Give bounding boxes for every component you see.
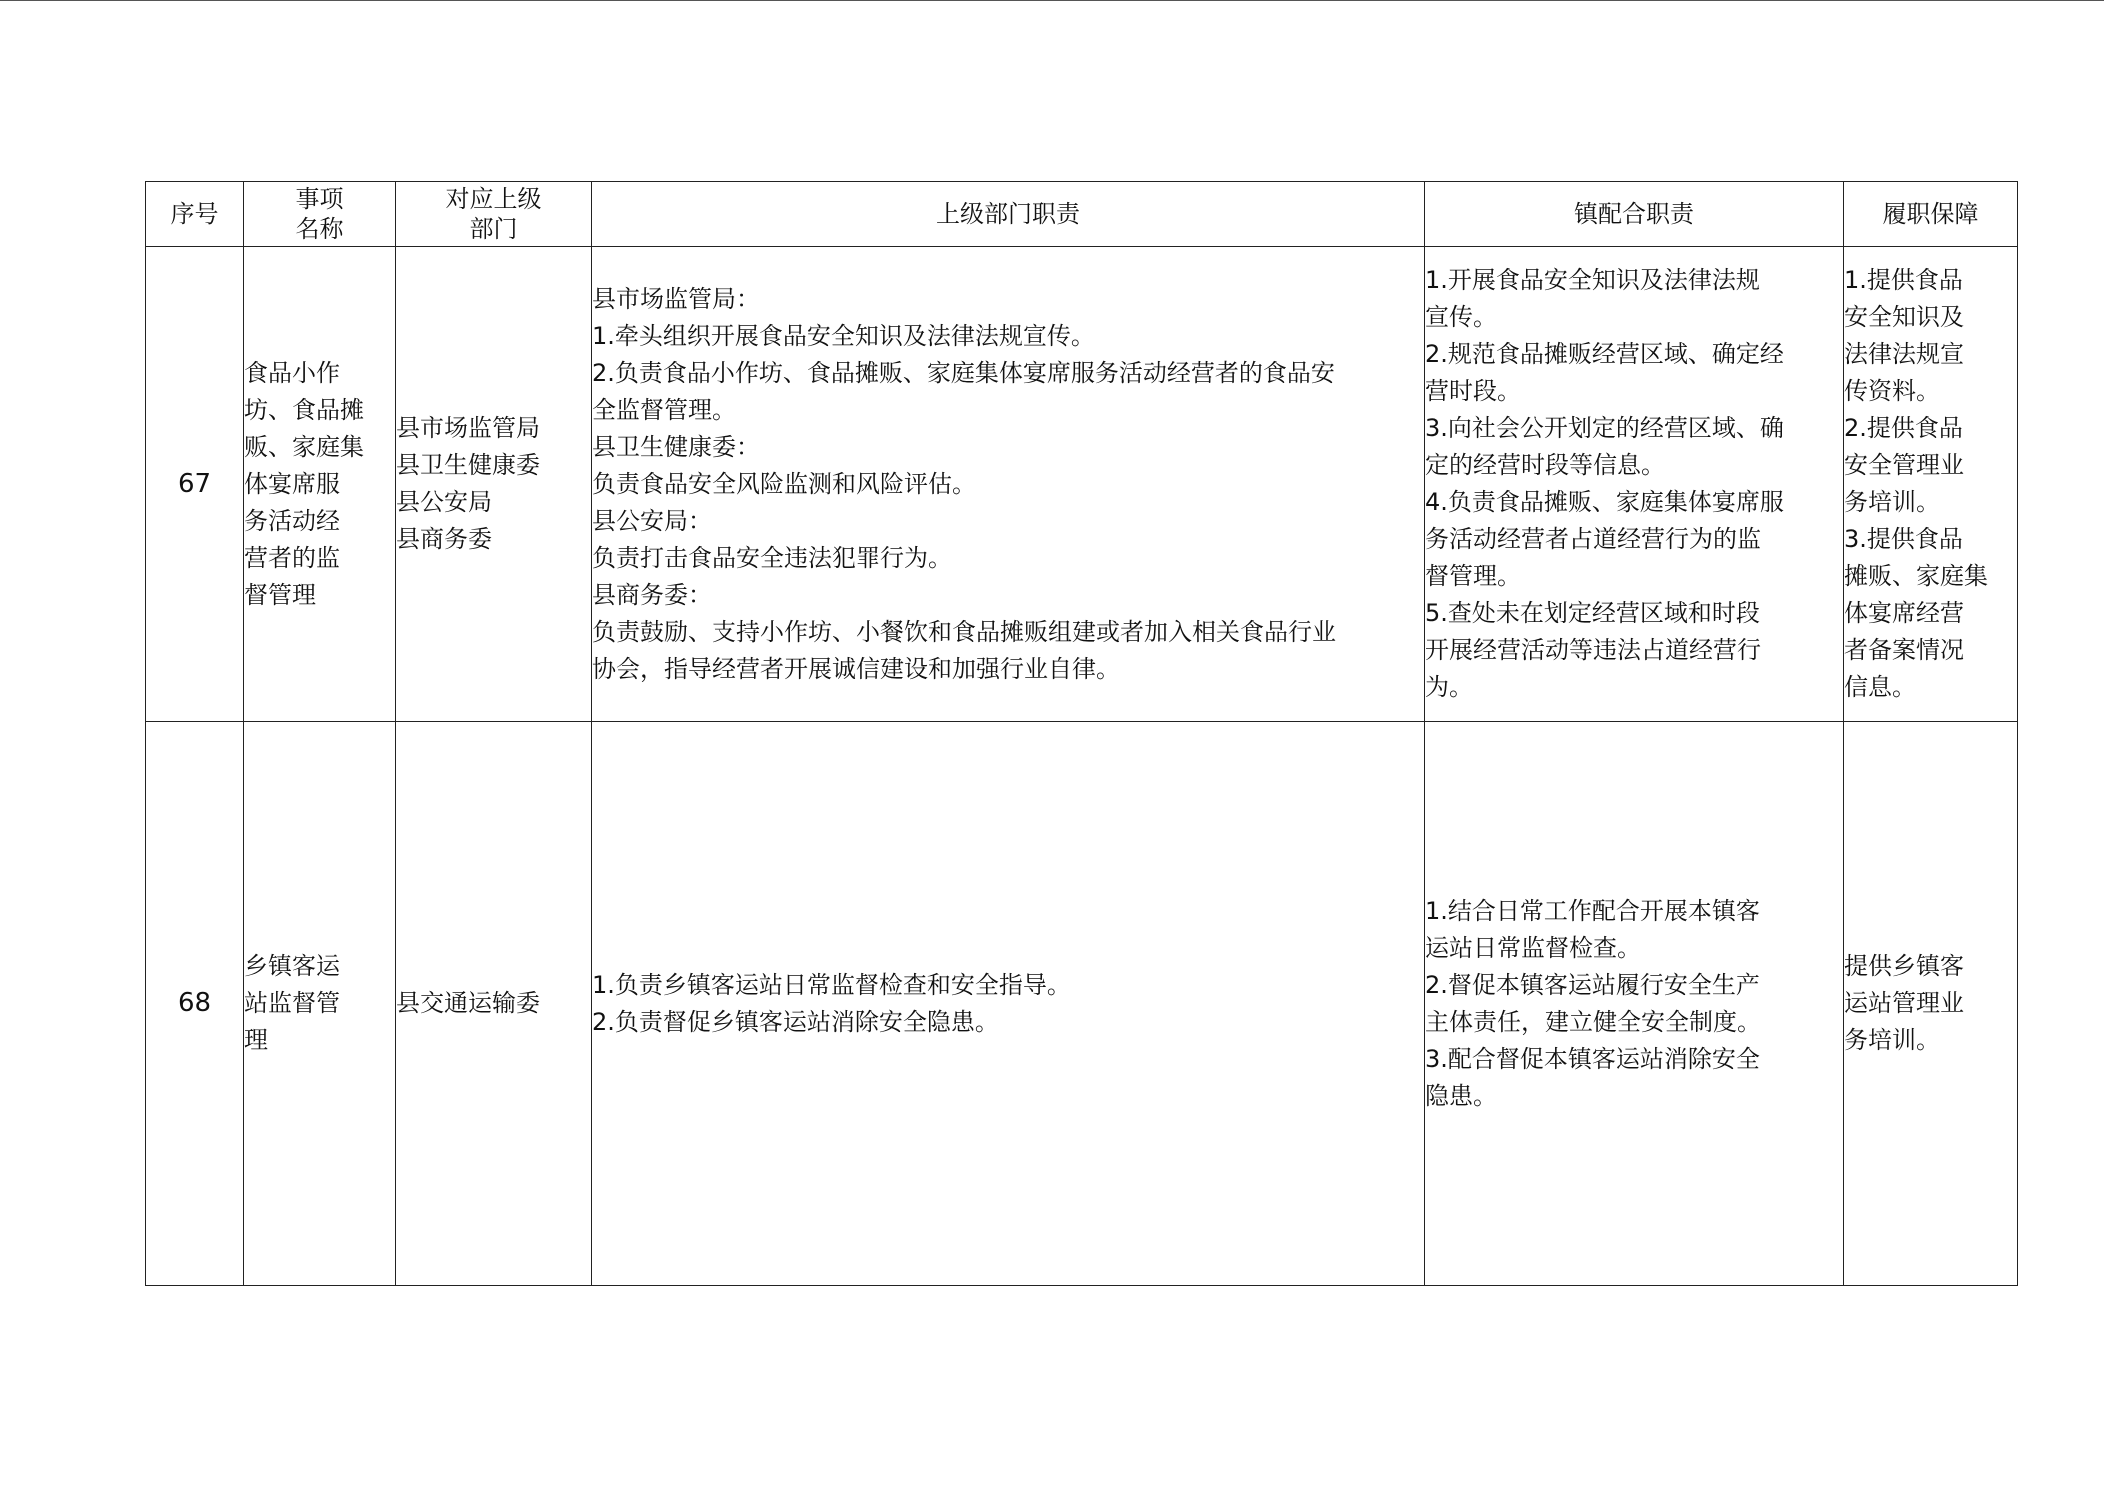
upper-dept-line: 县市场监管局 xyxy=(396,414,540,442)
guarantee-line: 务培训。 xyxy=(1844,1026,1940,1054)
upper-dept-cell xyxy=(396,722,592,1286)
town-duty-line: 营时段。 xyxy=(1425,377,1521,405)
town-duty-line: 运站日常监督检查。 xyxy=(1425,933,1641,962)
town-duty-line: 为。 xyxy=(1425,673,1473,701)
item-name-line: 务活动经 xyxy=(244,506,340,535)
upper-duty-line: 1.负责乡镇客运站日常监督检查和安全指导。 xyxy=(592,970,1071,999)
guarantee-line: 法律法规宣 xyxy=(1844,340,1964,368)
guarantee-line: 摊贩、家庭集 xyxy=(1844,562,1988,590)
header-index: 序号 xyxy=(146,182,244,247)
guarantee-cell xyxy=(1844,247,2018,722)
town-duty-line: 3.配合督促本镇客运站消除安全 xyxy=(1425,1044,1760,1073)
table-header-row xyxy=(146,182,2018,247)
guarantee-line: 安全管理业 xyxy=(1844,451,1964,479)
item-name-line: 贩、家庭集 xyxy=(244,432,364,461)
town-duty-line: 2.督促本镇客运站履行安全生产 xyxy=(1425,970,1760,999)
town-duty-line: 定的经营时段等信息。 xyxy=(1425,451,1665,479)
header-town-duty: 镇配合职责 xyxy=(1425,182,1844,247)
guarantee-line: 1.提供食品 xyxy=(1844,266,1963,294)
item-name-cell xyxy=(244,247,396,722)
table-row xyxy=(146,247,2018,722)
town-duty-line: 督管理。 xyxy=(1425,562,1521,590)
guarantee-line: 务培训。 xyxy=(1844,488,1940,516)
header-upper-dept xyxy=(396,182,592,247)
item-name-line: 理 xyxy=(244,1026,268,1054)
upper-duty-line: 2.负责督促乡镇客运站消除安全隐患。 xyxy=(592,1007,999,1036)
upper-duty-line: 县市场监管局： xyxy=(592,284,760,313)
item-name-line: 营者的监 xyxy=(244,543,340,572)
guarantee-line: 2.提供食品 xyxy=(1844,414,1963,442)
town-duty-line: 主体责任，建立健全安全制度。 xyxy=(1425,1007,1761,1036)
row-index: 67 xyxy=(146,247,244,722)
guarantee-line: 提供乡镇客 xyxy=(1844,952,1964,980)
town-duty-line: 隐患。 xyxy=(1425,1081,1497,1110)
item-name-cell xyxy=(244,722,396,1286)
town-duty-line: 开展经营活动等违法占道经营行 xyxy=(1425,636,1761,664)
town-duty-cell xyxy=(1425,722,1844,1286)
upper-dept-line: 县商务委 xyxy=(396,525,492,553)
upper-dept-line: 县卫生健康委 xyxy=(396,451,540,479)
town-duty-line: 3.向社会公开划定的经营区域、确 xyxy=(1425,414,1784,442)
header-item-name-line: 事项 xyxy=(295,185,344,213)
header-upper-dept-line: 对应上级 xyxy=(445,185,542,213)
upper-duty-line: 负责食品安全风险监测和风险评估。 xyxy=(592,469,976,498)
row-index: 68 xyxy=(146,722,244,1286)
upper-duty-line: 县商务委： xyxy=(592,580,712,609)
item-name-line: 食品小作 xyxy=(244,358,340,387)
item-name-line: 督管理 xyxy=(244,580,316,609)
guarantee-line: 者备案情况 xyxy=(1844,636,1964,664)
town-duty-line: 务活动经营者占道经营行为的监 xyxy=(1425,525,1761,553)
upper-duty-line: 全监督管理。 xyxy=(592,395,736,424)
upper-duty-line: 县公安局： xyxy=(592,506,712,535)
upper-duty-line: 1.牵头组织开展食品安全知识及法律法规宣传。 xyxy=(592,321,1095,350)
town-duty-line: 5.查处未在划定经营区域和时段 xyxy=(1425,599,1760,627)
town-duty-cell xyxy=(1425,247,1844,722)
guarantee-line: 运站管理业 xyxy=(1844,989,1964,1017)
item-name-line: 站监督管 xyxy=(244,989,340,1017)
upper-duty-line: 县卫生健康委： xyxy=(592,432,760,461)
item-name-line: 坊、食品摊 xyxy=(244,395,364,424)
upper-duty-line: 负责打击食品安全违法犯罪行为。 xyxy=(592,543,952,572)
header-upper-dept-line: 部门 xyxy=(469,215,518,243)
town-duty-line: 1.开展食品安全知识及法律法规 xyxy=(1425,266,1760,294)
upper-duty-line: 负责鼓励、支持小作坊、小餐饮和食品摊贩组建或者加入相关食品行业 xyxy=(592,617,1336,646)
town-duty-line: 宣传。 xyxy=(1425,303,1497,331)
guarantee-cell xyxy=(1844,722,2018,1286)
guarantee-line: 信息。 xyxy=(1844,673,1916,701)
upper-duty-line: 2.负责食品小作坊、食品摊贩、家庭集体宴席服务活动经营者的食品安 xyxy=(592,358,1335,387)
header-item-name xyxy=(244,182,396,247)
header-guarantee: 履职保障 xyxy=(1844,182,2018,247)
town-duty-line: 2.规范食品摊贩经营区域、确定经 xyxy=(1425,340,1784,368)
upper-dept-line: 县交通运输委 xyxy=(396,989,540,1017)
town-duty-line: 4.负责食品摊贩、家庭集体宴席服 xyxy=(1425,488,1784,516)
page-top-border xyxy=(0,0,2104,1)
table-row xyxy=(146,722,2018,1286)
upper-dept-line: 县公安局 xyxy=(396,488,492,516)
guarantee-line: 3.提供食品 xyxy=(1844,525,1963,553)
item-name-line: 体宴席服 xyxy=(244,469,340,498)
header-upper-duty: 上级部门职责 xyxy=(592,182,1425,247)
item-name-line: 乡镇客运 xyxy=(244,952,340,980)
duty-table xyxy=(145,181,2018,1286)
guarantee-line: 体宴席经营 xyxy=(1844,599,1964,627)
upper-duty-line: 协会，指导经营者开展诚信建设和加强行业自律。 xyxy=(592,654,1120,683)
guarantee-line: 安全知识及 xyxy=(1844,303,1964,331)
header-item-name-line: 名称 xyxy=(295,215,344,243)
upper-duty-cell xyxy=(592,722,1425,1286)
upper-dept-cell xyxy=(396,247,592,722)
town-duty-line: 1.结合日常工作配合开展本镇客 xyxy=(1425,896,1760,925)
upper-duty-cell xyxy=(592,247,1425,722)
guarantee-line: 传资料。 xyxy=(1844,377,1940,405)
